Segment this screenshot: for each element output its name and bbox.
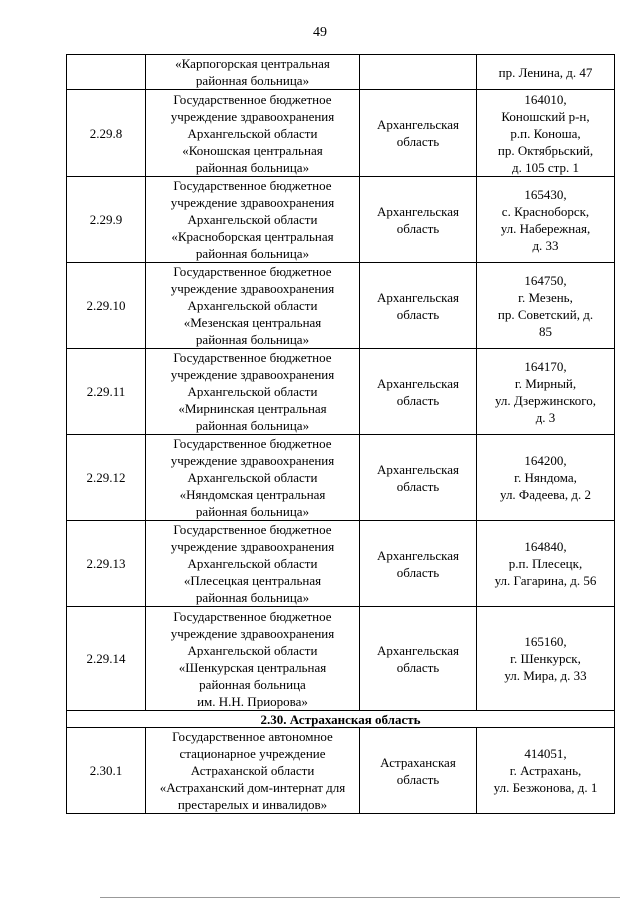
table-row (67, 263, 615, 349)
cell-region: Архангельская область (360, 177, 477, 263)
cell-address: 165160, г. Шенкурск, ул. Мира, д. 33 (477, 607, 615, 711)
cell-name: Государственное автономное стационарное учреждение Астраханской области «Астраханский дом-интернат для престарелых и инвалидов» (146, 728, 360, 814)
section-header-row (67, 711, 615, 728)
section-title: 2.30. Астраханская область (67, 711, 615, 728)
cell-address: 164170, г. Мирный, ул. Дзержинского, д. 3 (477, 349, 615, 435)
table-row (67, 90, 615, 177)
cell-number: 2.29.14 (67, 607, 146, 711)
cell-name: «Карпогорская центральная районная больница» (146, 55, 360, 90)
cell-region: Архангельская область (360, 521, 477, 607)
table-row (67, 607, 615, 711)
cell-number (67, 55, 146, 90)
cell-name: Государственное бюджетное учреждение здравоохранения Архангельской области «Мирнинская центральная районная больница» (146, 349, 360, 435)
cell-number: 2.30.1 (67, 728, 146, 814)
cell-region (360, 55, 477, 90)
table-row (67, 435, 615, 521)
cell-address: 164750, г. Мезень, пр. Советский, д. 85 (477, 263, 615, 349)
bottom-divider (100, 897, 620, 898)
cell-address: 164010, Коношский р-н, р.п. Коноша, пр. Октябрьский, д. 105 стр. 1 (477, 90, 615, 177)
cell-number: 2.29.12 (67, 435, 146, 521)
cell-name: Государственное бюджетное учреждение здравоохранения Архангельской области «Шенкурская центральная районная больница им. Н.Н. Приорова» (146, 607, 360, 711)
table-row (67, 349, 615, 435)
cell-address: 164200, г. Няндома, ул. Фадеева, д. 2 (477, 435, 615, 521)
cell-number: 2.29.10 (67, 263, 146, 349)
table-row (67, 728, 615, 814)
page-number: 49 (313, 25, 327, 40)
cell-name: Государственное бюджетное учреждение здравоохранения Архангельской области «Коношская центральная районная больница» (146, 90, 360, 177)
cell-region: Астраханская область (360, 728, 477, 814)
cell-region: Архангельская область (360, 607, 477, 711)
cell-name: Государственное бюджетное учреждение здравоохранения Архангельской области «Няндомская центральная районная больница» (146, 435, 360, 521)
cell-number: 2.29.9 (67, 177, 146, 263)
cell-number: 2.29.11 (67, 349, 146, 435)
cell-number: 2.29.8 (67, 90, 146, 177)
cell-address: пр. Ленина, д. 47 (477, 55, 615, 90)
institutions-table (66, 54, 615, 814)
table-row (67, 177, 615, 263)
cell-region: Архангельская область (360, 435, 477, 521)
cell-name: Государственное бюджетное учреждение здравоохранения Архангельской области «Мезенская центральная районная больница» (146, 263, 360, 349)
table-row (67, 521, 615, 607)
cell-region: Архангельская область (360, 263, 477, 349)
cell-address: 165430, с. Красноборск, ул. Набережная, д. 33 (477, 177, 615, 263)
cell-address: 414051, г. Астрахань, ул. Безжонова, д. 1 (477, 728, 615, 814)
cell-region: Архангельская область (360, 349, 477, 435)
cell-address: 164840, р.п. Плесецк, ул. Гагарина, д. 56 (477, 521, 615, 607)
cell-name: Государственное бюджетное учреждение здравоохранения Архангельской области «Красноборская центральная районная больница» (146, 177, 360, 263)
cell-number: 2.29.13 (67, 521, 146, 607)
table-row-continuation (67, 55, 615, 90)
cell-name: Государственное бюджетное учреждение здравоохранения Архангельской области «Плесецкая центральная районная больница» (146, 521, 360, 607)
cell-region: Архангельская область (360, 90, 477, 177)
